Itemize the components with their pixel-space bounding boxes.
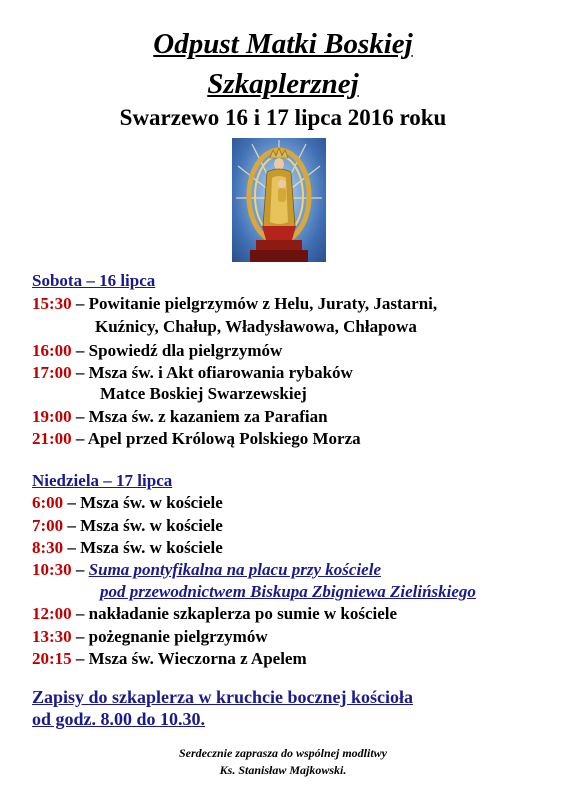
- schedule-row: [32, 428, 361, 450]
- schedule-row: [32, 340, 282, 362]
- schedule-text: – Powitanie pielgrzymów z Helu, Juraty, Jastarni,: [71, 294, 438, 313]
- schedule-row: [32, 515, 223, 537]
- sunday-heading: Niedziela – 17 lipca: [32, 471, 173, 490]
- schedule-time: 19:00: [32, 407, 72, 426]
- schedule-row: [32, 492, 223, 514]
- footer-signature: Ks. Stanisław Majkowski.: [219, 763, 347, 777]
- schedule-row-continuation: Matce Boskiej Swarzewskiej: [100, 384, 307, 403]
- title-line-2: Szkaplerznej: [207, 68, 359, 100]
- schedule-time: 12:00: [32, 604, 72, 623]
- schedule-time: 6:00: [32, 493, 64, 512]
- schedule-text: – Msza św. i Akt ofiarowania rybaków: [71, 363, 353, 382]
- schedule-text: – Spowiedź dla pielgrzymów: [71, 341, 283, 360]
- schedule-time: 20:15: [32, 649, 72, 668]
- schedule-text: – Msza św. w kościele: [63, 516, 223, 535]
- schedule-text: – nakładanie szkaplerza po sumie w kościele: [71, 604, 398, 623]
- schedule-row-continuation: Kuźnicy, Chałup, Władysławowa, Chłapowa: [95, 317, 417, 336]
- schedule-time: 10:30: [32, 560, 72, 579]
- schedule-row: [32, 559, 381, 581]
- schedule-time: 13:30: [32, 627, 72, 646]
- registration-line-1: Zapisy do szkaplerza w kruchcie bocznej kościoła: [32, 687, 413, 707]
- schedule-time: 17:00: [32, 363, 72, 382]
- schedule-text: – Msza św. w kościele: [63, 538, 223, 557]
- registration-line-2: od godz. 8.00 do 10.30.: [32, 709, 206, 729]
- schedule-row: [32, 648, 307, 670]
- schedule-text: – Msza św. w kościele: [63, 493, 223, 512]
- schedule-text: – Msza św. z kazaniem za Parafian: [71, 407, 328, 426]
- suma-link: Suma pontyfikalna na placu przy kościele: [88, 560, 381, 579]
- schedule-text: – Msza św. Wieczorna z Apelem: [71, 649, 307, 668]
- schedule-time: 8:30: [32, 538, 64, 557]
- schedule-time: 21:00: [32, 429, 72, 448]
- madonna-illustration: [232, 138, 326, 262]
- madonna-image: [232, 138, 326, 262]
- footer-invitation: Serdecznie zaprasza do wspólnej modlitwy: [178, 746, 387, 760]
- schedule-text: –: [71, 560, 89, 579]
- schedule-row: [32, 293, 437, 315]
- title-line-1: Odpust Matki Boskiej: [153, 28, 413, 60]
- schedule-row: [32, 537, 223, 559]
- schedule-text: – pożegnanie pielgrzymów: [71, 627, 268, 646]
- schedule-time: 16:00: [32, 341, 72, 360]
- subtitle: Swarzewo 16 i 17 lipca 2016 roku: [119, 105, 447, 130]
- saturday-heading: Sobota – 16 lipca: [32, 271, 156, 290]
- schedule-row: [32, 626, 268, 648]
- schedule-row: [32, 362, 353, 384]
- schedule-time: 7:00: [32, 516, 64, 535]
- schedule-text: – Apel przed Królową Polskiego Morza: [71, 429, 361, 448]
- suma-link-continuation: pod przewodnictwem Biskupa Zbigniewa Zielińskiego: [100, 582, 476, 601]
- schedule-row: [32, 603, 397, 625]
- schedule-row: [32, 406, 328, 428]
- schedule-time: 15:30: [32, 294, 72, 313]
